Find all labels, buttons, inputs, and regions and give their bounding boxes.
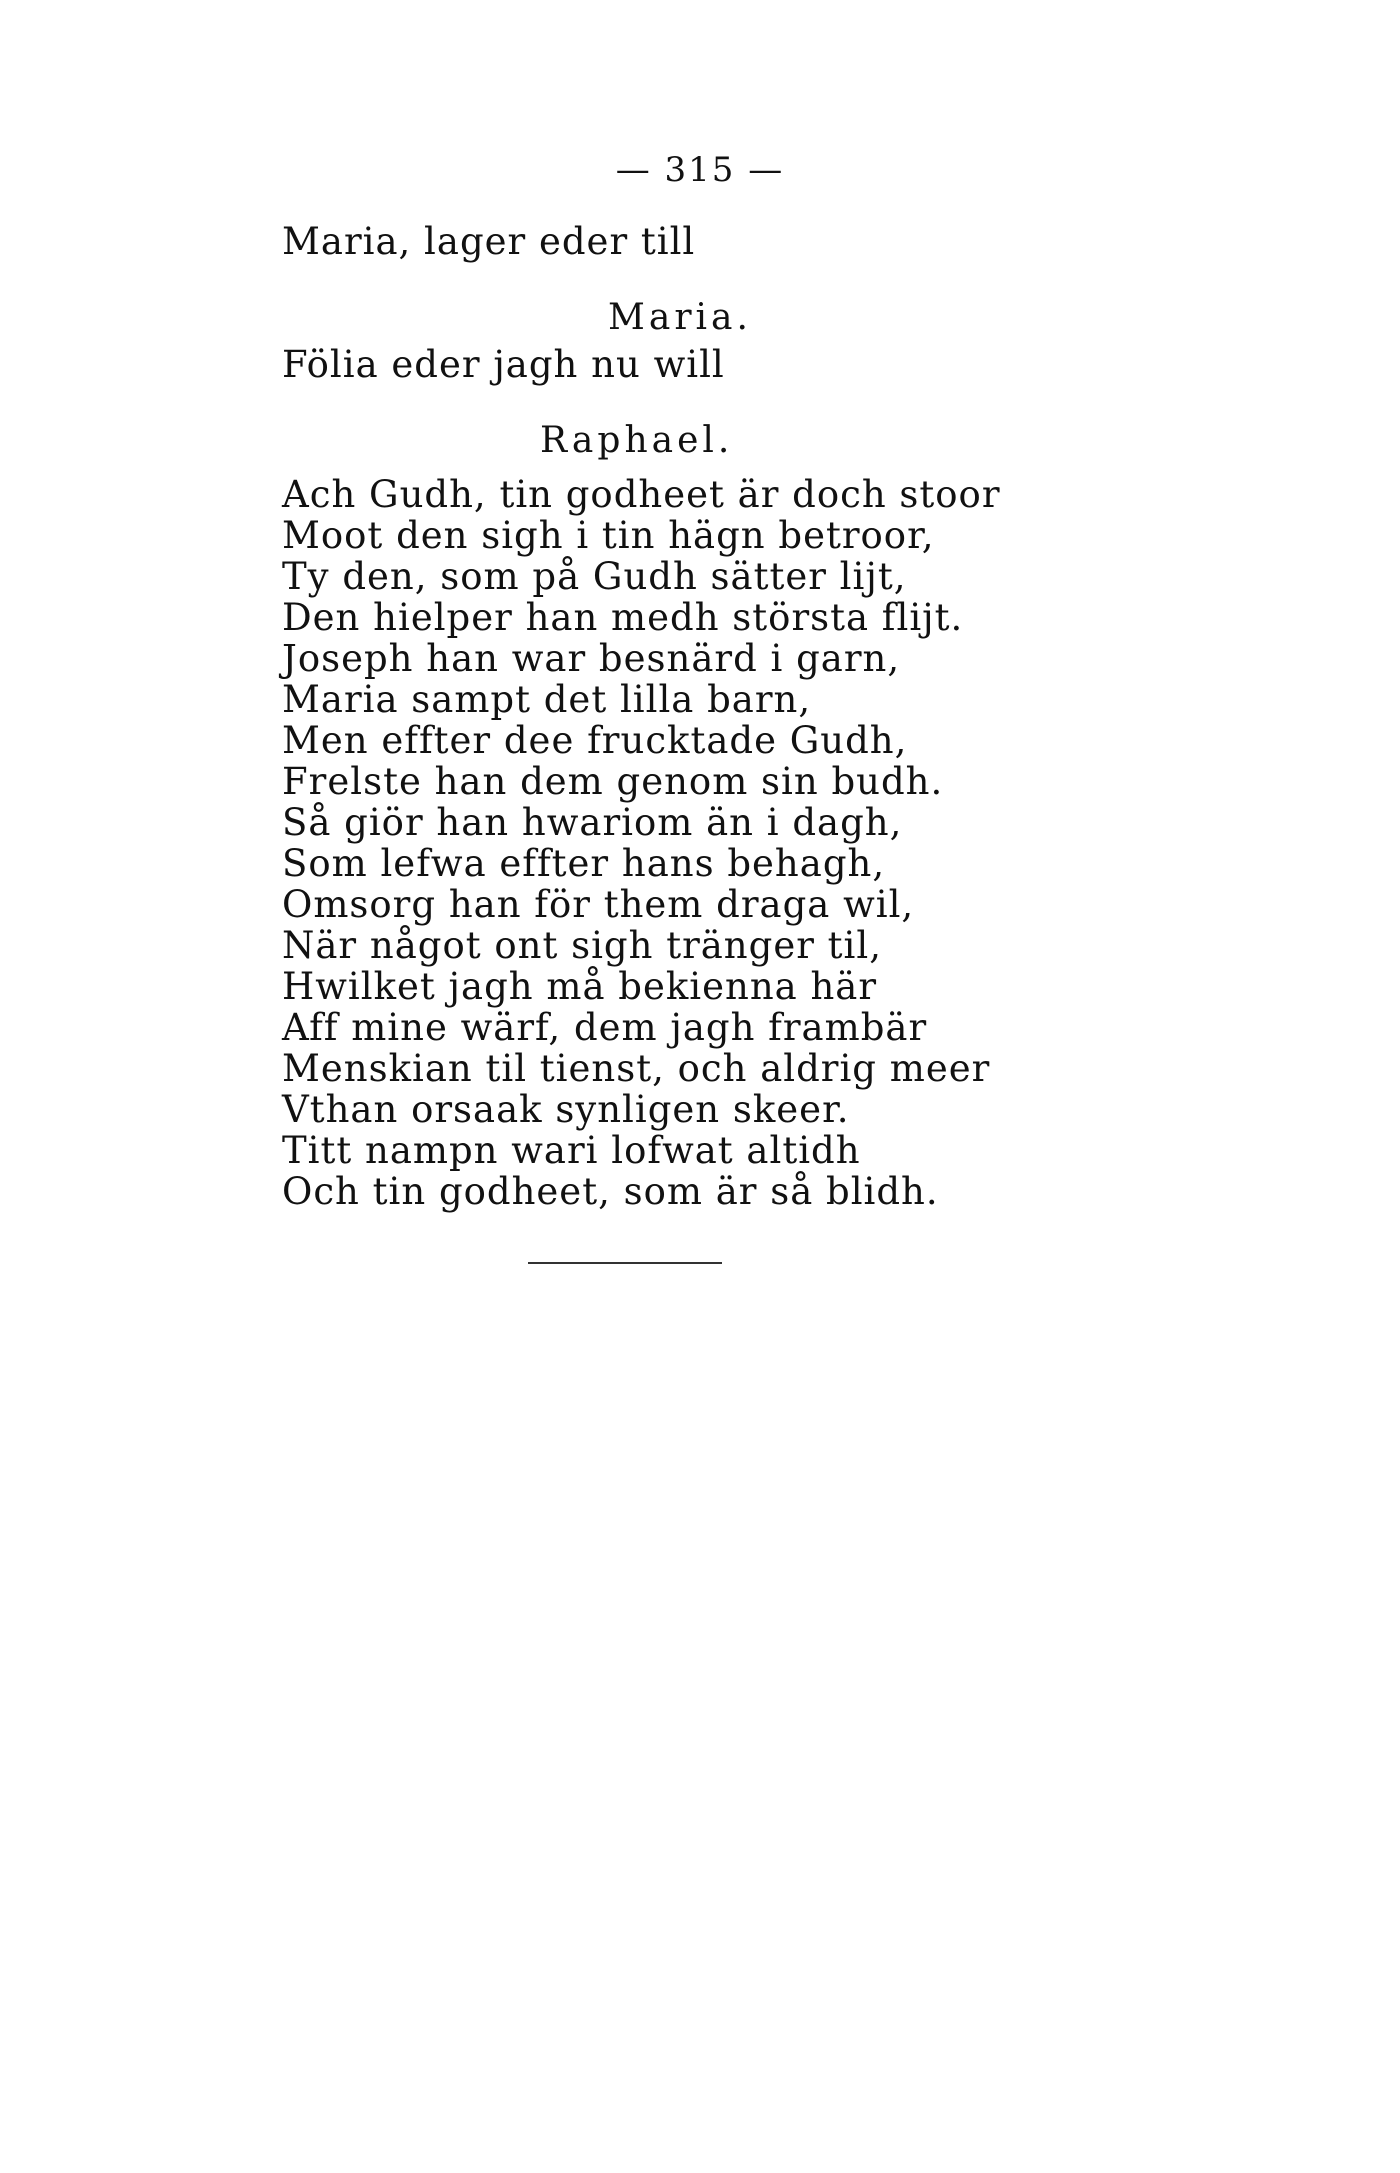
verse-line: Moot den sigh i tin hägn betroor, <box>282 514 935 557</box>
verse-line: Frelste han dem genom sin budh. <box>282 760 944 803</box>
verse-line: Titt nampn wari lofwat altidh <box>282 1129 861 1172</box>
verse-line: Som lefwa effter hans behagh, <box>282 842 886 885</box>
verse-line: När något ont sigh tränger til, <box>282 924 882 967</box>
verse-line: Maria sampt det lilla barn, <box>282 678 812 721</box>
page-number: — 315 — <box>615 150 785 190</box>
verse-line: Och tin godheet, som är så blidh. <box>282 1170 939 1213</box>
verse-line: Aff mine wärf, dem jagh frambär <box>282 1006 928 1049</box>
verse-line: Vthan orsaak synligen skeer. <box>282 1088 850 1131</box>
text-line-folia-eder: Fölia eder jagh nu will <box>282 343 725 386</box>
verse-block <box>282 474 1001 1212</box>
end-rule-divider <box>528 1262 722 1264</box>
verse-line: Den hielper han medh största flijt. <box>282 596 964 639</box>
verse-line: Menskian til tienst, och aldrig meer <box>282 1047 991 1090</box>
verse-line: Så giör han hwariom än i dagh, <box>282 801 903 844</box>
verse-line: Joseph han war besnärd i garn, <box>282 637 901 680</box>
verse-line: Hwilket jagh må bekienna här <box>282 965 878 1008</box>
speaker-heading-maria: Maria. <box>608 297 752 338</box>
speaker-heading-raphael: Raphael. <box>540 420 734 461</box>
verse-line: Omsorg han för them draga wil, <box>282 883 915 926</box>
verse-line: Ty den, som på Gudh sätter lijt, <box>282 555 907 598</box>
verse-line: Ach Gudh, tin godheet är doch stoor <box>282 473 1001 516</box>
verse-line: Men effter dee frucktade Gudh, <box>282 719 908 762</box>
text-line-maria-lager: Maria, lager eder till <box>282 220 696 263</box>
